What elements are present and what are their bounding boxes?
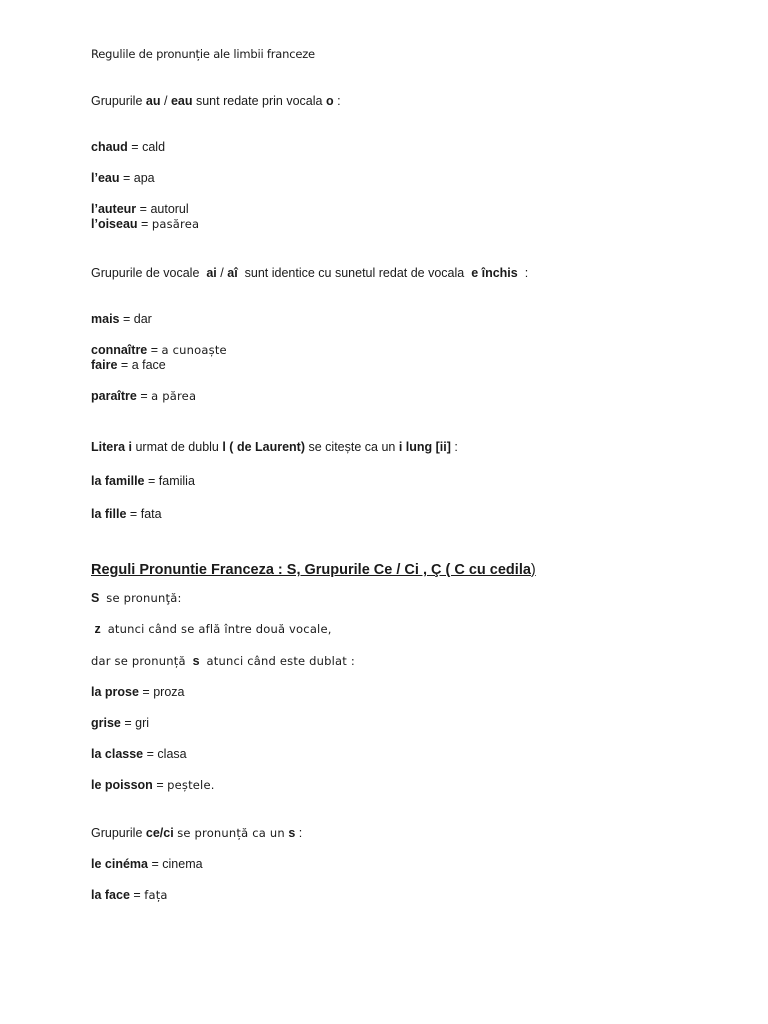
dar-rule-line xyxy=(91,654,355,669)
section3-intro xyxy=(91,440,458,455)
intro-text: urmat de dublu xyxy=(135,440,219,454)
french-word: chaud xyxy=(91,140,128,154)
french-word: paraître xyxy=(91,389,137,403)
french-word: la famille xyxy=(91,474,145,488)
french-word: le cinéma xyxy=(91,857,148,871)
french-word: le poisson xyxy=(91,778,153,792)
example-line xyxy=(91,343,227,358)
romanian-word: fața xyxy=(144,888,168,902)
romanian-word: a face xyxy=(131,358,166,372)
intro-end: : xyxy=(524,266,529,280)
example-line xyxy=(91,778,215,793)
rule-letter: s xyxy=(192,654,200,668)
french-word: mais xyxy=(91,312,120,326)
equals-sign: = xyxy=(122,171,131,185)
romanian-word: cinema xyxy=(162,857,203,871)
intro-end: : xyxy=(337,94,341,108)
document-title: Regulile de pronunție ale limbii franceze xyxy=(91,47,315,61)
example-line xyxy=(91,171,155,186)
intro-bold: au xyxy=(145,94,161,108)
rule-text: atunci când este dublat : xyxy=(206,654,355,668)
equals-sign: = xyxy=(142,685,150,699)
romanian-word: cald xyxy=(142,140,166,154)
equals-sign: = xyxy=(150,343,159,357)
section-heading xyxy=(91,561,536,579)
example-line xyxy=(91,140,165,155)
heading-end: ) xyxy=(530,562,536,578)
example-line xyxy=(91,389,196,404)
intro-bold: ce/ci xyxy=(145,826,174,840)
french-word: grise xyxy=(91,716,121,730)
french-word: la classe xyxy=(91,747,144,761)
intro-end: : xyxy=(298,826,303,840)
equals-sign: = xyxy=(146,747,154,761)
intro-bold: i lung [ii] xyxy=(398,440,451,454)
intro-text: sunt redate prin vocala xyxy=(195,94,323,108)
equals-sign: = xyxy=(122,312,131,326)
example-line xyxy=(91,716,149,731)
romanian-word: familia xyxy=(158,474,195,488)
intro-bold: e închis xyxy=(471,266,518,280)
french-word: l’oiseau xyxy=(91,217,138,231)
french-word: l’auteur xyxy=(91,202,137,216)
intro-bold: o xyxy=(325,94,334,108)
french-word: la fille xyxy=(91,507,127,521)
equals-sign: = xyxy=(140,389,148,403)
rule-text: dar se pronunță xyxy=(91,654,186,668)
intro-bold: Litera i xyxy=(91,440,132,454)
romanian-word: autorul xyxy=(150,202,189,216)
heading-text: Reguli Pronuntie Franceza : S, Grupurile Ce / Ci , Ç ( C cu cedila xyxy=(91,562,531,578)
section5-intro xyxy=(91,826,302,841)
romanian-word: a părea xyxy=(151,389,197,403)
romanian-word: clasa xyxy=(157,747,187,761)
romanian-word: pasărea xyxy=(151,217,200,231)
intro-text: sunt identice cu sunetul redat de vocala xyxy=(244,266,465,280)
intro-separator: / xyxy=(163,94,168,108)
intro-end: : xyxy=(454,440,458,454)
example-line xyxy=(91,507,162,522)
rule-text: se pronunţă: xyxy=(106,591,182,605)
equals-sign: = xyxy=(129,507,138,521)
example-line xyxy=(91,685,185,700)
equals-sign: = xyxy=(124,716,132,730)
equals-sign: = xyxy=(139,202,147,216)
romanian-word: gri xyxy=(135,716,150,730)
equals-sign: = xyxy=(141,217,149,231)
rule-letter: S xyxy=(91,591,100,605)
rule-text: atunci când se află între două vocale, xyxy=(107,622,332,636)
z-rule-line xyxy=(91,622,332,637)
section2-intro xyxy=(91,266,528,281)
intro-text: se pronunță ca un xyxy=(177,826,285,840)
example-line xyxy=(91,747,187,762)
intro-bold: aî xyxy=(227,266,238,280)
intro-text: Grupurile xyxy=(91,94,143,108)
french-word: connaître xyxy=(91,343,148,357)
intro-bold: eau xyxy=(170,94,193,108)
example-line xyxy=(91,217,199,232)
romanian-word: dar xyxy=(133,312,152,326)
rule-letter: z xyxy=(94,622,101,636)
equals-sign: = xyxy=(151,857,159,871)
example-line xyxy=(91,474,195,489)
intro-bold: l ( de Laurent) xyxy=(222,440,306,454)
french-word: faire xyxy=(91,358,118,372)
intro-separator: / xyxy=(220,266,224,280)
example-line xyxy=(91,312,152,327)
example-line xyxy=(91,857,203,872)
romanian-word: apa xyxy=(133,171,155,185)
french-word: la prose xyxy=(91,685,139,699)
equals-sign: = xyxy=(120,358,129,372)
s-rule-line xyxy=(91,591,182,606)
intro-bold: s xyxy=(288,826,296,840)
equals-sign: = xyxy=(133,888,141,902)
equals-sign: = xyxy=(156,778,164,792)
romanian-word: a cunoaște xyxy=(161,343,227,357)
example-line xyxy=(91,358,166,373)
intro-text: se citește ca un xyxy=(308,440,396,454)
example-line xyxy=(91,888,168,903)
french-word: la face xyxy=(91,888,130,902)
example-line xyxy=(91,202,189,217)
intro-bold: ai xyxy=(206,266,217,280)
french-word: l’eau xyxy=(91,171,120,185)
intro-text: Grupurile xyxy=(91,826,143,840)
intro-text: Grupurile de vocale xyxy=(91,266,200,280)
romanian-word: fata xyxy=(140,507,162,521)
equals-sign: = xyxy=(147,474,156,488)
equals-sign: = xyxy=(131,140,139,154)
romanian-word: proza xyxy=(153,685,185,699)
romanian-word: peștele. xyxy=(167,778,215,792)
section1-intro xyxy=(91,94,341,109)
